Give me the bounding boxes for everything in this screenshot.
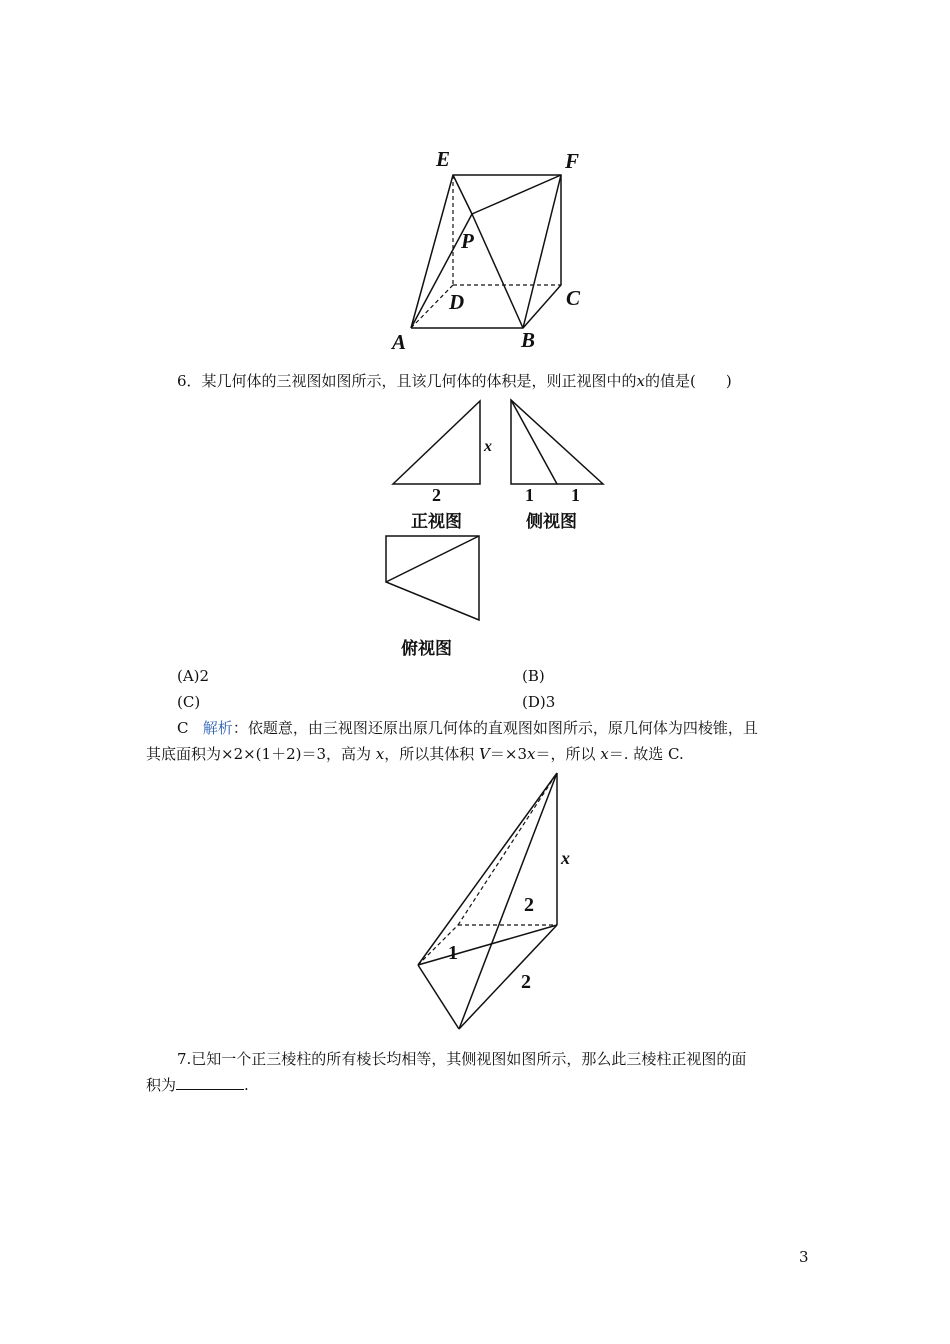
q6-answer-text1: ：依题意，由三视图还原出原几何体的直观图如图所示，原几何体为四棱锥，且 (232, 719, 758, 737)
label-F: F (565, 149, 580, 173)
front-view-x-label: x (484, 438, 492, 455)
q6-stem-tail: 的值是( ) (645, 372, 732, 390)
q6-stem-var: x (636, 372, 646, 390)
q7-text2a: 积为 (146, 1076, 177, 1094)
q6-stem-text: 6．某几何体的三视图如图所示，且该几何体的体积是，则正视图中的 (177, 372, 637, 390)
front-view-base-label: 2 (432, 485, 441, 505)
pyramid-label-2-bottom: 2 (521, 971, 531, 993)
q6-answer-tag: 解析 (202, 719, 233, 737)
q6-answer-var-x: x (375, 745, 385, 763)
q7-text2b: . (244, 1076, 249, 1094)
figure-pyramid (410, 765, 570, 1035)
front-view-caption: 正视图 (411, 512, 462, 532)
q6-answer-text2b: ，所以其体积 (384, 745, 480, 763)
option-A: (A)2 (177, 667, 210, 685)
side-view-figure (505, 395, 610, 490)
page-number: 3 (799, 1248, 809, 1266)
top-view-caption: 俯视图 (401, 639, 452, 659)
front-view-figure (385, 395, 495, 490)
q7-line1: 7.已知一个正三棱柱的所有棱长均相等，其侧视图如图所示，那么此三棱柱正视图的面 (177, 1050, 747, 1068)
q6-answer-var-V: V (479, 745, 490, 763)
q6-answer-letter: C (177, 719, 189, 737)
side-view-label-right: 1 (571, 485, 580, 505)
pyramid-x-label: x (561, 848, 570, 868)
q6-answer-text2a: 其底面积为×2×(1＋2)＝3，高为 (146, 745, 376, 763)
label-D: D (449, 290, 465, 314)
pyramid-label-1: 1 (448, 942, 458, 964)
q7-line2 (146, 1073, 249, 1097)
q7-answer-blank (176, 1073, 244, 1090)
option-C: (C) (177, 693, 201, 711)
option-B: (B) (522, 667, 545, 685)
option-D: (D)3 (522, 693, 556, 711)
q6-answer-var-x3: x (600, 745, 609, 763)
label-P: P (461, 229, 474, 253)
label-B: B (521, 328, 536, 352)
pyramid-label-2-top: 2 (524, 894, 534, 916)
q6-answer-line2 (146, 742, 684, 766)
side-view-label-left: 1 (525, 485, 534, 505)
q6-answer-text2c: ＝×3 (489, 745, 528, 763)
q6-answer-text2d: ＝，所以 (535, 745, 601, 763)
q6-stem (177, 369, 732, 393)
top-view-figure (380, 530, 485, 625)
q6-answer-var-x2: x (527, 745, 536, 763)
label-C: C (566, 286, 581, 310)
side-view-caption: 侧视图 (526, 512, 577, 532)
q6-answer-line1 (177, 716, 758, 740)
label-E: E (436, 147, 451, 171)
q6-answer-text2e: ＝. 故选 C. (608, 745, 684, 763)
label-A: A (392, 330, 407, 354)
